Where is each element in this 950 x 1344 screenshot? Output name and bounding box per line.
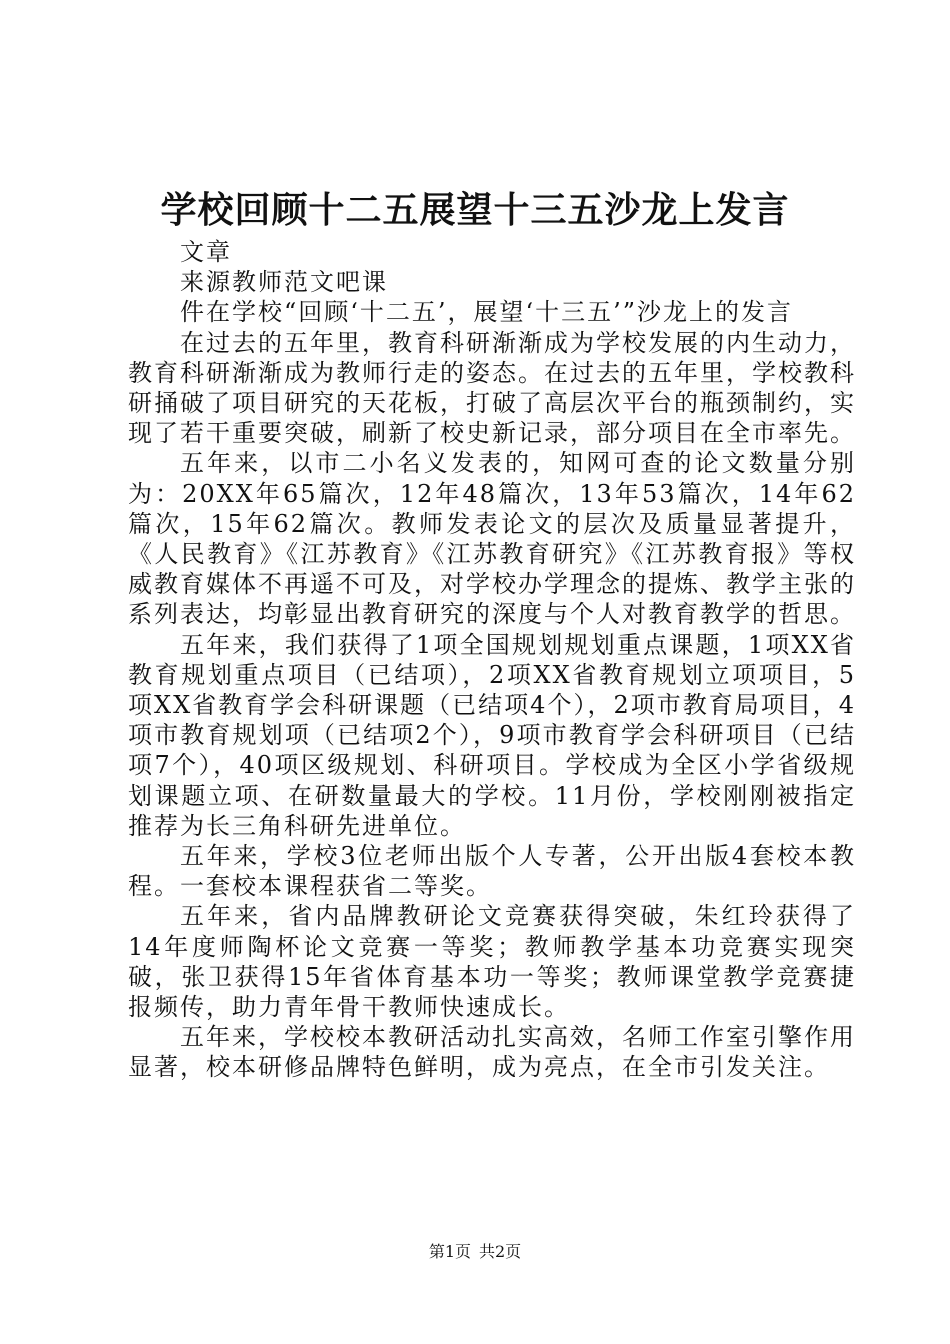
paragraph: 在过去的五年里，教育科研渐渐成为学校发展的内生动力，教育科研渐渐成为教师行走的姿态。在过去的五年里，学校教科研捅破了项目研究的天花板，打破了高层次平台的瓶颈制约，实现了若干重要突破，刷新了校史新记录，部分项目在全市率先。 [128,328,856,448]
total-pages: 共2页 [479,1242,522,1261]
page-title: 学校回顾十二五展望十三五沙龙上发言 [160,189,790,231]
paragraph: 五年来，我们获得了1项全国规划规划重点课题，1项XX省教育规划重点项目（已结项），2项XX省教育规划立项项目，5项XX省教育学会科研课题（已结项4个），2项市教育局项目，4项市教育规划项（已结项2个），9项市教育学会科研项目（已结项7个），40项区级规划、科研项目。学校成为全区小学省级规划课题立项、在研数量最大的学校。11月份，学校刚刚被指定推荐为长三角科研先进单位。 [128,630,856,840]
paragraph: 五年来，省内品牌教研论文竞赛获得突破，朱红玲获得了14年度师陶杯论文竞赛一等奖；教师教学基本功竞赛实现突破，张卫获得15年省体育基本功一等奖；教师课堂教学竞赛捷报频传，助力青年骨干教师快速成长。 [128,902,856,1022]
page-footer [0,1242,950,1262]
paragraph: 来源教师范文吧课 [180,268,388,297]
paragraph: 五年来，学校3位老师出版个人专著，公开出版4套校本教程。一套校本课程获省二等奖。 [128,842,856,901]
page-number: 第1页 [428,1242,471,1261]
paragraph: 文章 [180,238,232,266]
paragraph: 五年来，以市二小名义发表的，知网可查的论文数量分别为：20XX年65篇次，12年48篇次，13年53篇次，14年62篇次，15年62篇次。教师发表论文的层次及质量显著提升，《人民教育》《江苏教育》《江苏教育研究》《江苏教育报》等权威教育媒体不再遥不可及，对学校办学理念的提炼、教学主张的系列表达，均彰显出教育研究的深度与个人对教育教学的哲思。 [128,449,856,629]
paragraph: 件在学校“回顾‘十二五’，展望‘十三五’”沙龙上的发言 [180,298,794,327]
document-body [128,237,856,1083]
paragraph: 五年来，学校校本教研活动扎实高效，名师工作室引擎作用显著，校本研修品牌特色鲜明，成为亮点，在全市引发关注。 [128,1023,856,1082]
